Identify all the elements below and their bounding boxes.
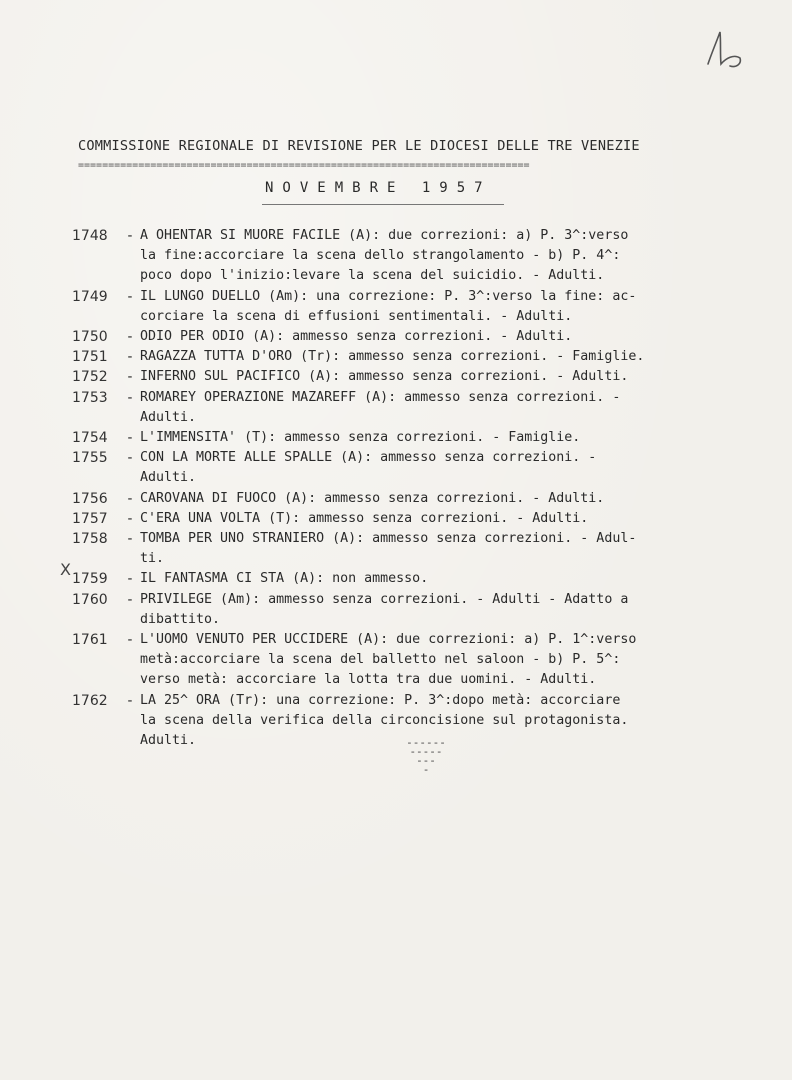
document-header — [78, 138, 748, 171]
month-underline — [262, 204, 504, 205]
entry-number: 1748 — [72, 228, 108, 244]
entry-dash: - — [125, 389, 135, 406]
entry-text — [140, 590, 772, 630]
entry-dash: - — [125, 430, 135, 447]
entry-line: la fine:accorciare la scena dello strangolamento - b) P. 4^: — [140, 248, 621, 264]
film-entry — [72, 529, 772, 569]
film-entry — [72, 630, 772, 691]
margin-x-mark: X — [60, 560, 71, 579]
entry-text — [140, 226, 772, 287]
header-title: COMMISSIONE REGIONALE DI REVISIONE PER LE DIOCESI DELLE TRE VENEZIE — [78, 138, 640, 154]
entry-line: ODIO PER ODIO (A): ammesso senza correzioni. - Adulti. — [140, 329, 573, 345]
entry-number: 1750 — [72, 329, 108, 346]
entry-number: 1759 — [72, 571, 108, 588]
entry-text — [140, 367, 772, 387]
film-entry — [72, 428, 772, 448]
entry-line: PRIVILEGE (Am): ammesso senza correzioni. - Adulti - Adatto a — [140, 591, 629, 607]
entry-line: IL FANTASMA CI STA (A): non ammesso. — [140, 571, 429, 587]
entry-text — [140, 347, 772, 367]
entry-text — [140, 630, 772, 691]
entry-dash: - — [125, 632, 135, 649]
entry-line: Adulti. — [140, 409, 197, 425]
entry-text — [140, 569, 772, 589]
entry-number: 1754 — [72, 430, 108, 447]
entry-line: TOMBA PER UNO STRANIERO (A): ammesso senza correzioni. - Adul- — [140, 531, 637, 547]
month-heading: NOVEMBRE 1957 — [265, 180, 492, 196]
entry-line: CON LA MORTE ALLE SPALLE (A): ammesso senza correzioni. - — [140, 450, 597, 466]
entry-line: ti. — [140, 551, 165, 567]
entry-line: dibattito. — [140, 611, 221, 627]
film-entries-list — [72, 226, 772, 751]
entry-dash: - — [125, 571, 135, 588]
entry-dash: - — [125, 692, 135, 709]
entry-text — [140, 327, 772, 347]
entry-number: 1761 — [72, 632, 108, 649]
entry-line: corciare la scena di effusioni sentimentali. - Adulti. — [140, 308, 573, 324]
entry-line: RAGAZZA TUTTA D'ORO (Tr): ammesso senza correzioni. - Famiglie. — [140, 349, 645, 365]
entry-dash: - — [125, 591, 135, 608]
entry-dash: - — [125, 490, 135, 507]
end-mark: ------ ----- --- - — [406, 736, 446, 776]
entry-line: A OHENTAR SI MUORE FACILE (A): due correzioni: a) P. 3^:verso — [140, 228, 629, 243]
film-entry — [72, 347, 772, 367]
film-entry — [72, 367, 772, 387]
entry-number: 1762 — [72, 692, 108, 709]
entry-dash: - — [125, 228, 135, 244]
entry-text — [140, 428, 772, 448]
entry-dash: - — [125, 450, 135, 467]
entry-line: C'ERA UNA VOLTA (T): ammesso senza correzioni. - Adulti. — [140, 510, 589, 526]
entry-line: metà:accorciare la scena del balletto nel saloon - b) P. 5^: — [140, 652, 621, 668]
film-entry — [72, 448, 772, 488]
entry-line: verso metà: accorciare la lotta tra due uomini. - Adulti. — [140, 672, 597, 688]
handwritten-mark — [690, 24, 750, 74]
entry-line: ROMAREY OPERAZIONE MAZAREFF (A): ammesso senza correzioni. - — [140, 389, 621, 405]
entry-text — [140, 388, 772, 428]
entry-dash: - — [125, 510, 135, 527]
entry-number: 1751 — [72, 349, 108, 366]
film-entry — [72, 287, 772, 327]
film-entry — [72, 226, 772, 287]
film-entry — [72, 388, 772, 428]
entry-line: poco dopo l'inizio:levare la scena del suicidio. - Adulti. — [140, 268, 605, 284]
entry-text — [140, 287, 772, 327]
header-rule: =========================================================================== — [78, 160, 530, 171]
entry-dash: - — [125, 288, 135, 305]
entry-dash: - — [125, 349, 135, 366]
entry-line: Adulti. — [140, 733, 197, 749]
entry-line: IL LUNGO DUELLO (Am): una correzione: P. 3^:verso la fine: ac- — [140, 288, 637, 304]
entry-dash: - — [125, 369, 135, 386]
entry-number: 1758 — [72, 531, 108, 548]
entry-line: la scena della verifica della circoncisione sul protagonista. — [140, 712, 629, 728]
entry-number: 1760 — [72, 591, 108, 608]
entry-text — [140, 489, 772, 509]
film-entry — [72, 509, 772, 529]
entry-dash: - — [125, 329, 135, 346]
entry-line: CAROVANA DI FUOCO (A): ammesso senza correzioni. - Adulti. — [140, 490, 605, 506]
entry-line: L'IMMENSITA' (T): ammesso senza correzioni. - Famiglie. — [140, 430, 581, 446]
entry-line: INFERNO SUL PACIFICO (A): ammesso senza correzioni. - Adulti. — [140, 369, 629, 385]
film-entry — [72, 569, 772, 589]
film-entry — [72, 489, 772, 509]
entry-text — [140, 529, 772, 569]
film-entry — [72, 590, 772, 630]
entry-line: L'UOMO VENUTO PER UCCIDERE (A): due correzioni: a) P. 1^:verso — [140, 632, 637, 648]
entry-number: 1755 — [72, 450, 108, 467]
entry-line: LA 25^ ORA (Tr): una correzione: P. 3^:dopo metà: accorciare — [140, 692, 621, 708]
film-entry — [72, 327, 772, 347]
entry-number: 1757 — [72, 510, 108, 527]
entry-number: 1753 — [72, 389, 108, 406]
entry-number: 1749 — [72, 288, 108, 305]
entry-line: Adulti. — [140, 470, 197, 486]
entry-text — [140, 448, 772, 488]
entry-number: 1756 — [72, 490, 108, 507]
entry-text — [140, 509, 772, 529]
entry-number: 1752 — [72, 369, 108, 386]
entry-dash: - — [125, 531, 135, 548]
